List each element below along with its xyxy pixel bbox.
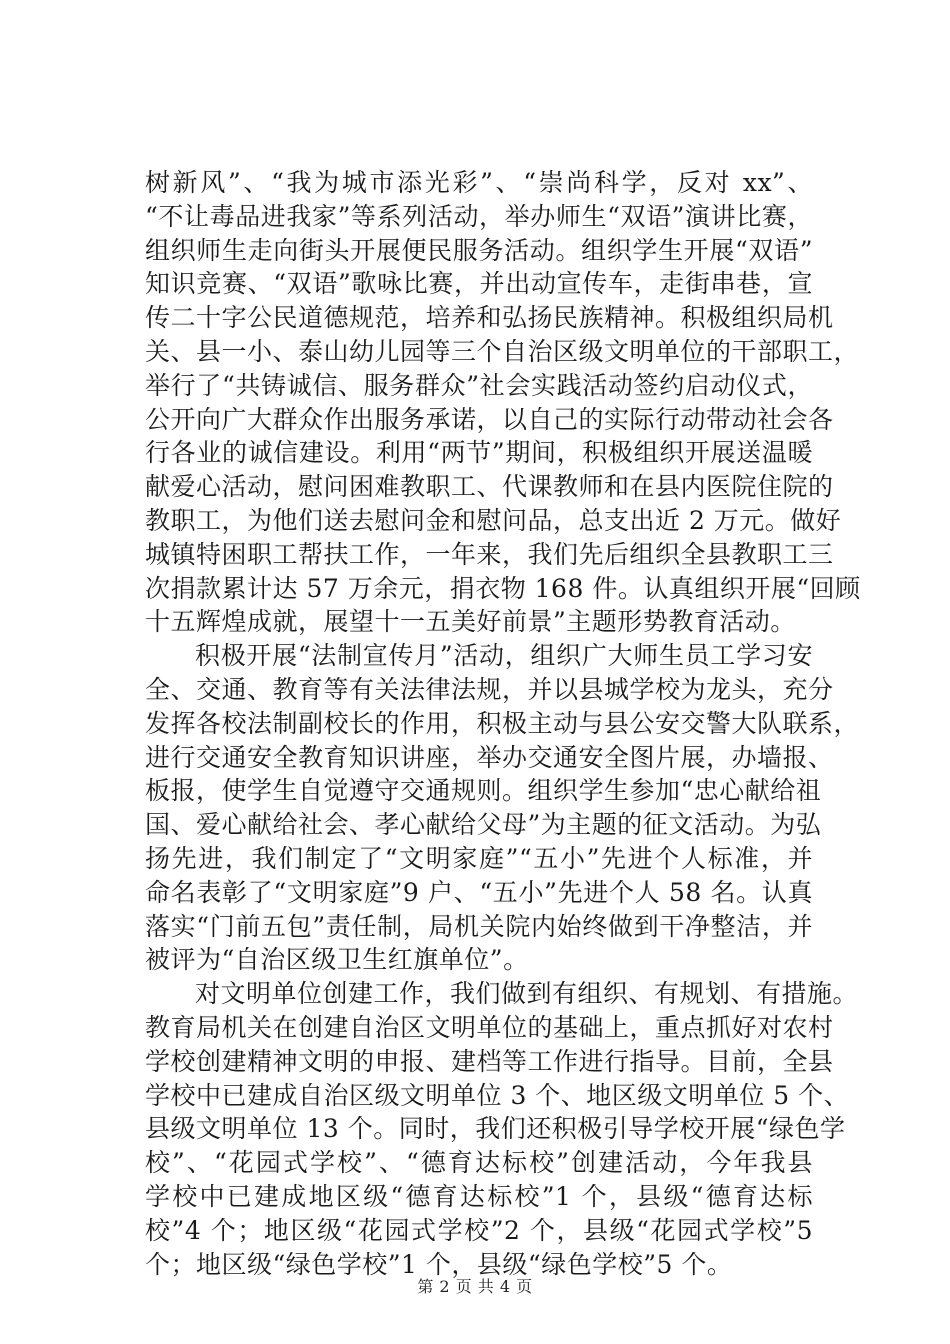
text-line: 关、县一小、泰山幼儿园等三个自治区级文明单位的干部职工， bbox=[145, 336, 860, 366]
text-line: 进行交通安全教育知识讲座，举办交通安全图片展，办墙报、 bbox=[145, 742, 834, 772]
text-line: 十五辉煌成就，展望十一五美好前景”主题形势教育活动。 bbox=[145, 607, 796, 637]
text-line: 行各业的诚信建设。利用“两节”期间，积极组织开展送温暖 bbox=[145, 438, 813, 468]
text-line: 命名表彰了“文明家庭”9 户、“五小”先进个人 58 名。认真 bbox=[145, 877, 813, 907]
text-line: 学校中已建成自治区级文明单位 3 个、地区级文明单位 5 个、 bbox=[145, 1080, 850, 1110]
text-line: 县级文明单位 13 个。同时，我们还积极引导学校开展“绿色学 bbox=[145, 1114, 846, 1144]
text-line: 全、交通、教育等有关法律法规，并以县城学校为龙头，充分 bbox=[145, 674, 834, 704]
text-line: 落实“门前五包”责任制，局机关院内始终做到干净整洁，并 bbox=[145, 911, 813, 941]
text-line: 公开向广大群众作出服务承诺，以自己的实际行动带动社会各 bbox=[145, 404, 834, 434]
text-line: 学校创建精神文明的申报、建档等工作进行指导。目前，全县 bbox=[145, 1046, 834, 1076]
text-line: 扬先进，我们制定了“文明家庭”“五小”先进个人标准，并 bbox=[145, 843, 813, 873]
text-line: 校”、“花园式学校”、“德育达标校”创建活动，今年我县 bbox=[145, 1148, 813, 1178]
text-line: 被评为“自治区级卫生红旗单位”。 bbox=[145, 945, 529, 975]
text-line: 学校中已建成地区级“德育达标校”1 个，县级“德育达标 bbox=[145, 1181, 813, 1211]
text-line: 国、爱心献给社会、孝心献给父母”为主题的征文活动。为弘 bbox=[145, 810, 822, 840]
text-line: 城镇特困职工帮扶工作，一年来，我们先后组织全县教职工三 bbox=[145, 539, 834, 569]
paragraph-start-line: 对文明单位创建工作，我们做到有组织、有规划、有措施。 bbox=[195, 979, 859, 1009]
text-line: 献爱心活动，慰问困难教职工、代课教师和在县内医院住院的 bbox=[145, 472, 834, 502]
paragraph-start-line: 积极开展“法制宣传月”活动，组织广大师生员工学习安 bbox=[195, 641, 813, 671]
text-line: 树新风”、“我为城市添光彩”、“崇尚科学，反对 xx”、 bbox=[145, 168, 813, 197]
text-line: 教育局机关在创建自治区文明单位的基础上，重点抓好对农村 bbox=[145, 1012, 834, 1042]
text-line: 板报，使学生自觉遵守交通规则。组织学生参加“忠心献给祖 bbox=[145, 776, 822, 806]
text-line: 校”4 个；地区级“花园式学校”2 个，县级“花园式学校”5 bbox=[145, 1215, 813, 1245]
page-number-footer: 第 2 页 共 4 页 bbox=[417, 1277, 533, 1296]
text-line: “不让毒品进我家”等系列活动，举办师生“双语”演讲比赛， bbox=[145, 201, 813, 231]
text-line: 教职工，为他们送去慰问金和慰问品，总支出近 2 万元。做好 bbox=[145, 505, 842, 535]
text-line: 发挥各校法制副校长的作用，积极主动与县公安交警大队联系， bbox=[145, 708, 860, 738]
text-line: 个；地区级“绿色学校”1 个，县级“绿色学校”5 个。 bbox=[145, 1249, 733, 1279]
text-line: 组织师生走向街头开展便民服务活动。组织学生开展“双语” bbox=[145, 235, 813, 265]
text-line: 知识竞赛、“双语”歌咏比赛，并出动宣传车，走街串巷，宣 bbox=[145, 269, 813, 299]
text-line: 举行了“共铸诚信、服务群众”社会实践活动签约启动仪式， bbox=[145, 370, 813, 400]
text-line: 次捐款累计达 57 万余元，捐衣物 168 件。认真组织开展“回顾 bbox=[145, 573, 861, 603]
document-body bbox=[145, 166, 861, 1281]
text-line: 传二十字公民道德规范，培养和弘扬民族精神。积极组织局机 bbox=[145, 303, 834, 333]
